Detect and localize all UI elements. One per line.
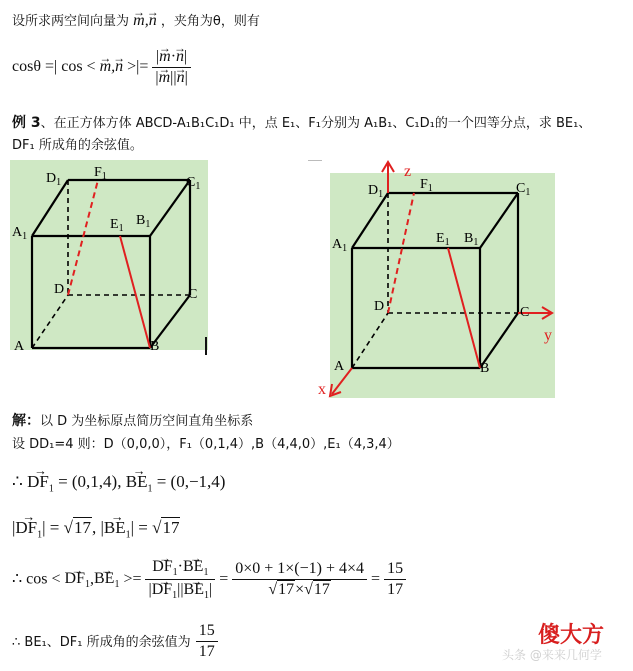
watermark-handle: 头条 @来来几何学 xyxy=(502,648,602,662)
cos-formula: cosθ =| cos < → m,→ n >|= $\frac{|\to m\cdot\to n|}{|\to m||\to n|}$ xyxy=(12,48,191,87)
label-D1: $D_1$ xyxy=(46,171,62,188)
cos-fraction-numeric: $\frac{0\times 0 + 1\times(-1) + 4\times 4}{√17\times√17}$ xyxy=(232,560,367,599)
cos-computation-line: ∴ cos < → $DF_1,\to BE_1$ >= → $\frac{DF_1\cdot\to BE_1}{|\to DF_1||\to BE_1|}$ = $\frac{0\times 0 + 1\times(-1) + 4\times 4}{√17\times√17}$ = $\frac{15}{17}$ xyxy=(12,558,406,601)
label-F1: $F_1$ xyxy=(94,165,107,182)
solution-line-2: 设 DD₁=4 则：D（0,0,0），F₁（0,1,4）,B（4,4,0）,E₁（4,3,4） xyxy=(12,437,400,452)
intro-vectors: → m,→ n xyxy=(133,12,157,29)
final-answer-line: ∴ BE₁、DF₁ 所成角的余弦值为 $\frac{15}{17}$ xyxy=(12,622,218,661)
label-C1: $C_1$ xyxy=(186,175,201,192)
final-fraction: $\frac{15}{17}$ xyxy=(196,622,218,661)
cos-fraction-vectors: → $\frac{DF_1\cdot\to BE_1}{|\to DF_1||\to BE_1|}$ xyxy=(145,558,215,601)
label-A: A xyxy=(14,339,25,352)
label-E1: $E_1$ xyxy=(110,217,124,234)
label-E1: $E_1$ xyxy=(436,231,450,248)
label-B1: $B_1$ xyxy=(136,213,151,230)
label-C1: $C_1$ xyxy=(516,181,531,198)
cos-fraction-result: $\frac{15}{17}$ xyxy=(384,560,406,599)
figure-background xyxy=(330,173,555,398)
label-F1: $F_1$ xyxy=(420,177,433,194)
label-A1: $A_1$ xyxy=(12,225,28,242)
axis-label-x: x xyxy=(318,381,326,398)
cos-formula-fraction: $\frac{|\to m\cdot\to n|}{|\to m||\to n|}$ xyxy=(152,48,190,87)
cube-figure-right xyxy=(318,158,558,400)
intro-suffix: ，夹角为θ，则有 xyxy=(160,14,260,29)
vector-length-line: |→ $DF_1| = √17$, |→ $BE_1| = √17$ xyxy=(12,518,180,540)
label-B1: $B_1$ xyxy=(464,231,479,248)
solution-label: 解： xyxy=(12,413,40,429)
label-A1: $A_1$ xyxy=(332,237,348,254)
solution-line-1: 解：以 D 为坐标原点简历空间直角坐标系 xyxy=(12,413,254,429)
example-line-2 xyxy=(12,134,143,153)
intro-text: 设所求两空间向量为 xyxy=(12,14,130,29)
label-A: A xyxy=(334,359,345,374)
intro-line xyxy=(12,10,260,30)
example-text-2: DF₁ 所成角的余弦值。 xyxy=(12,138,143,153)
label-D: D xyxy=(374,299,385,314)
label-D: D xyxy=(54,282,65,297)
example-text-1: 、在正方体方体 ABCD-A₁B₁C₁D₁ 中，点 E₁、F₁分别为 A₁B₁、C₁D₁的一个四等分点，求 BE₁、 xyxy=(40,116,592,131)
label-C: C xyxy=(188,287,198,302)
cube-figure-left xyxy=(10,160,210,352)
label-B: B xyxy=(480,361,490,376)
watermark-logo: 傻大方 xyxy=(538,623,605,648)
label-D1: $D_1$ xyxy=(368,183,384,200)
label-B: B xyxy=(150,339,160,352)
axis-label-y: y xyxy=(544,327,552,344)
example-label: 例 3 xyxy=(12,115,41,131)
example-line-1 xyxy=(12,112,591,132)
axis-label-z: z xyxy=(404,163,412,180)
figure-background xyxy=(10,160,208,350)
label-C: C xyxy=(520,305,530,320)
text-cursor xyxy=(205,337,207,355)
vector-coords-line: ∴ → $DF_1 = (0,1,4)$, → $BE_1 = (0,-1,4)$ xyxy=(12,472,225,494)
